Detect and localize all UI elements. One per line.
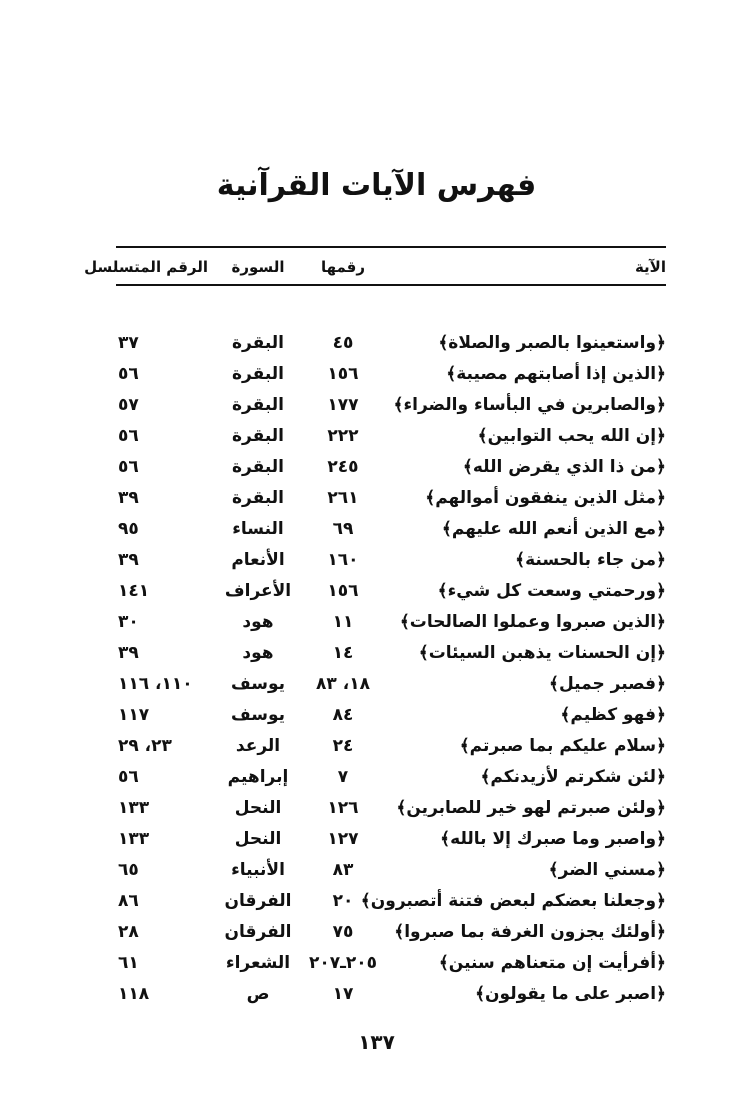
serial-number: ٥٦ <box>118 457 139 477</box>
serial-number: ٥٧ <box>118 395 139 415</box>
page-title: فهرس الآيات القرآنية <box>216 168 537 203</box>
table-row <box>0 390 753 420</box>
verse-text: ﴿مسني الضر﴾ <box>548 860 666 880</box>
verse-text: ﴿فهو كظيم﴾ <box>560 705 666 725</box>
header-verse: الآية <box>634 258 666 276</box>
surah-name: هود <box>242 643 274 663</box>
surah-name: الفرقان <box>224 922 292 942</box>
table-row <box>0 545 753 575</box>
verse-text: ﴿الذين إذا أصابتهم مصيبة﴾ <box>446 364 666 384</box>
serial-number: ٣٧ <box>118 333 139 353</box>
verse-text: ﴿واستعينوا بالصبر والصلاة﴾ <box>438 333 666 353</box>
table-row <box>0 855 753 885</box>
surah-name: البقرة <box>232 488 284 508</box>
surah-name: يوسف <box>230 705 285 725</box>
serial-number: ٣٩ <box>118 488 139 508</box>
verse-text: ﴿أولئك يجزون الغرفة بما صبروا﴾ <box>394 922 666 942</box>
verse-text: ﴿اصبر على ما يقولون﴾ <box>475 984 666 1004</box>
serial-number: ٥٦ <box>118 426 139 446</box>
verse-number: ١٦٠ <box>327 550 359 570</box>
verse-number: ١٥٦ <box>327 364 359 384</box>
header-top-rule <box>116 246 666 248</box>
verse-text: ﴿سلام عليكم بما صبرتم﴾ <box>459 736 666 756</box>
serial-number: ٨٦ <box>118 891 139 911</box>
table-row <box>0 731 753 761</box>
verse-number: ٢٤٥ <box>327 457 359 477</box>
verse-text: ﴿من ذا الذي يقرض الله﴾ <box>462 457 666 477</box>
surah-name: البقرة <box>232 457 284 477</box>
verse-number: ١٥٦ <box>327 581 359 601</box>
surah-name: البقرة <box>232 333 284 353</box>
verse-text: ﴿فصبر جميل﴾ <box>549 674 666 694</box>
verse-number: ٨٣ <box>332 860 354 880</box>
surah-name: الشعراء <box>225 953 291 973</box>
verse-number: ٦٩ <box>332 519 354 539</box>
header-surah: السورة <box>231 258 285 276</box>
verse-text: ﴿مع الذين أنعم الله عليهم﴾ <box>441 519 666 539</box>
verse-number: ١٧٧ <box>327 395 359 415</box>
serial-number: ٢٨ <box>118 922 139 942</box>
surah-name: الفرقان <box>224 891 292 911</box>
verse-text: ﴿الذين صبروا وعملوا الصالحات﴾ <box>399 612 666 632</box>
verse-text: ﴿واصبر وما صبرك إلا بالله﴾ <box>440 829 666 849</box>
serial-number: ١٤١ <box>118 581 150 601</box>
serial-number: ٩٥ <box>118 519 139 539</box>
verse-number: ١٢٦ <box>327 798 359 818</box>
table-row <box>0 328 753 358</box>
surah-name: هود <box>242 612 274 632</box>
surah-name: الرعد <box>235 736 281 756</box>
verse-text: ﴿من جاء بالحسنة﴾ <box>515 550 666 570</box>
verse-text: ﴿إن الله يحب التوابين﴾ <box>477 426 666 446</box>
table-row <box>0 979 753 1009</box>
surah-name: الأنعام <box>231 550 285 570</box>
surah-name: البقرة <box>232 426 284 446</box>
table-row <box>0 700 753 730</box>
table-row <box>0 421 753 451</box>
surah-name: الأنبياء <box>231 860 285 880</box>
verse-text: ﴿ولئن صبرتم لهو خير للصابرين﴾ <box>396 798 666 818</box>
verse-text: ﴿مثل الذين ينفقون أموالهم﴾ <box>425 488 666 508</box>
verse-number: ١٤ <box>332 643 354 663</box>
verse-number: ٢٤ <box>332 736 354 756</box>
serial-number: ٦٥ <box>118 860 139 880</box>
verse-number: ٢٠٥ـ٢٠٧ <box>308 953 378 973</box>
serial-number: ١٣٣ <box>118 829 150 849</box>
verse-number: ١٨، ٨٣ <box>316 674 370 694</box>
verse-number: ٧٥ <box>332 922 354 942</box>
page-number: ١٣٧ <box>358 1030 395 1054</box>
verse-text: ﴿أفرأيت إن متعناهم سنين﴾ <box>438 953 666 973</box>
verse-number: ١٧ <box>332 984 354 1004</box>
surah-name: إبراهيم <box>227 767 289 787</box>
verse-number: ٤٥ <box>332 333 354 353</box>
surah-name: الأعراف <box>224 581 292 601</box>
header-serial: الرقم المتسلسل <box>84 258 208 276</box>
verse-number: ٢٦١ <box>327 488 359 508</box>
table-row <box>0 948 753 978</box>
surah-name: النساء <box>232 519 284 539</box>
table-row <box>0 669 753 699</box>
serial-number: ١١٧ <box>118 705 150 725</box>
verse-text: ﴿لئن شكرتم لأزيدنكم﴾ <box>480 767 666 787</box>
serial-number: ٦١ <box>118 953 139 973</box>
table-row <box>0 824 753 854</box>
verse-text: ﴿ورحمتي وسعت كل شيء﴾ <box>437 581 666 601</box>
surah-name: البقرة <box>232 364 284 384</box>
header-number: رقمها <box>320 258 366 276</box>
verse-text: ﴿والصابرين في البأساء والضراء﴾ <box>393 395 666 415</box>
table-row <box>0 514 753 544</box>
serial-number: ١٣٣ <box>118 798 150 818</box>
surah-name: النحل <box>234 798 282 818</box>
table-row <box>0 359 753 389</box>
verse-number: ١٢٧ <box>327 829 359 849</box>
surah-name: البقرة <box>232 395 284 415</box>
serial-number: ١١٨ <box>118 984 150 1004</box>
serial-number: ٥٦ <box>118 364 139 384</box>
serial-number: ٣٩ <box>118 643 139 663</box>
table-row <box>0 452 753 482</box>
header-bottom-rule <box>116 284 666 286</box>
verse-number: ٢٠ <box>332 891 354 911</box>
table-row <box>0 607 753 637</box>
surah-name: ص <box>246 984 270 1004</box>
verse-number: ٢٢٢ <box>327 426 359 446</box>
table-row <box>0 886 753 916</box>
table-row <box>0 483 753 513</box>
table-row <box>0 793 753 823</box>
verse-text: ﴿إن الحسنات يذهبن السيئات﴾ <box>418 643 666 663</box>
serial-number: ٢٣، ٢٩ <box>118 736 172 756</box>
verse-number: ٧ <box>337 767 349 787</box>
table-row <box>0 917 753 947</box>
table-header <box>0 252 753 282</box>
verse-number: ١١ <box>332 612 354 632</box>
surah-name: النحل <box>234 829 282 849</box>
serial-number: ٣٠ <box>118 612 139 632</box>
serial-number: ٣٩ <box>118 550 139 570</box>
surah-name: يوسف <box>230 674 285 694</box>
serial-number: ٥٦ <box>118 767 139 787</box>
table-row <box>0 576 753 606</box>
verse-number: ٨٤ <box>332 705 354 725</box>
verse-text: ﴿وجعلنا بعضكم لبعض فتنة أتصبرون﴾ <box>360 891 666 911</box>
serial-number: ١١٠، ١١٦ <box>118 674 193 694</box>
table-row <box>0 762 753 792</box>
table-row <box>0 638 753 668</box>
